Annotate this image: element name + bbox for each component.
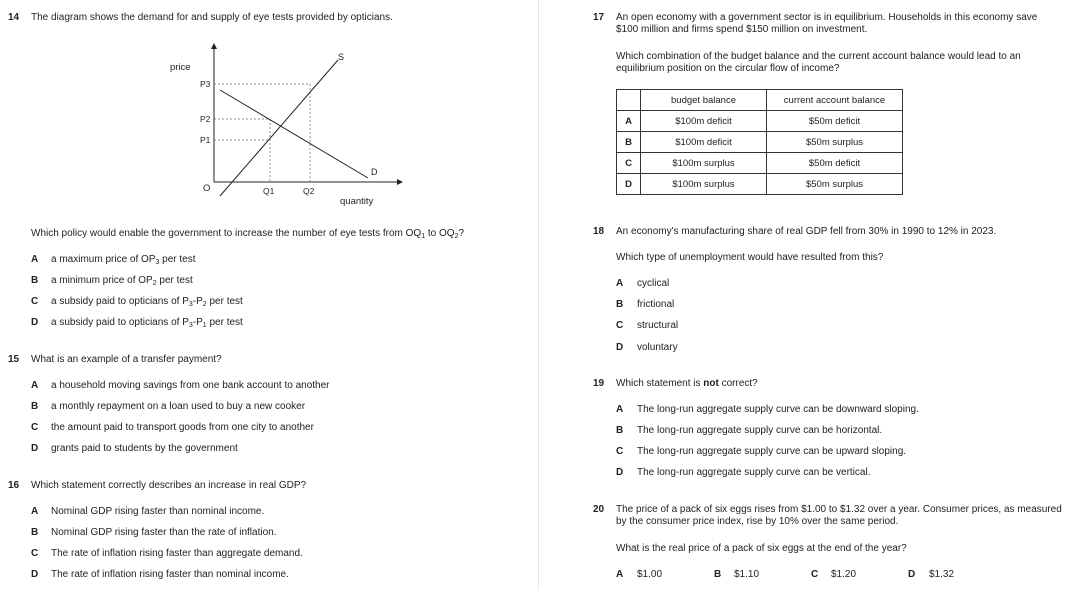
q15-option-c-letter[interactable]: C: [31, 422, 39, 433]
supply-label: S: [338, 52, 345, 62]
q16-option-c-letter[interactable]: C: [31, 548, 39, 559]
q19-option-d-letter[interactable]: D: [616, 467, 624, 478]
q17-number: 17: [593, 12, 605, 23]
q17-question-line2: equilibrium position on the circular flow of income?: [616, 63, 840, 74]
q16-stem: Which statement correctly describes an increase in real GDP?: [31, 480, 307, 491]
q14-option-a-letter[interactable]: A: [31, 254, 39, 265]
q14-stem: The diagram shows the demand for and supply of eye tests provided by opticians.: [31, 12, 393, 23]
supply-curve: [220, 60, 338, 196]
table-header-blank: [617, 90, 641, 111]
q14-option-d-letter[interactable]: D: [31, 317, 39, 328]
row-current: $50m deficit: [767, 153, 903, 174]
q18-option-b-letter[interactable]: B: [616, 299, 624, 310]
q19-option-b-letter[interactable]: B: [616, 425, 624, 436]
row-letter[interactable]: C: [617, 153, 641, 174]
q15-option-c-text[interactable]: the amount paid to transport goods from one city to another: [51, 422, 314, 433]
q18-option-a-letter[interactable]: A: [616, 278, 624, 289]
q16-option-b-text[interactable]: Nominal GDP rising faster than the rate of inflation.: [51, 527, 277, 538]
table-row[interactable]: [617, 153, 903, 174]
supply-demand-diagram: [160, 36, 420, 216]
q20-option-c-letter[interactable]: C: [811, 569, 819, 580]
q20-question: What is the real price of a pack of six eggs at the end of the year?: [616, 543, 907, 554]
q14-option-a-text[interactable]: a maximum price of $OP_3$ per test: [51, 254, 196, 266]
q15-stem: What is an example of a transfer payment?: [31, 354, 222, 365]
q16-option-b-letter[interactable]: B: [31, 527, 39, 538]
q14-question: Which policy would enable the government to increase the number of eye tests from $OQ_1$ to $OQ_2$?: [31, 228, 465, 240]
demand-label: D: [371, 167, 378, 177]
q18-option-b-text[interactable]: frictional: [637, 299, 675, 310]
q14-option-b-letter[interactable]: B: [31, 275, 39, 286]
q17-stem-line1: An open economy with a government sector is in equilibrium. Households in this economy save: [616, 12, 1038, 23]
column-divider: [538, 0, 539, 590]
q15-number: 15: [8, 354, 20, 365]
row-letter[interactable]: B: [617, 132, 641, 153]
table-header-row: [617, 90, 903, 111]
q18-number: 18: [593, 226, 605, 237]
q16-number: 16: [8, 480, 20, 491]
q19-option-a-letter[interactable]: A: [616, 404, 624, 415]
row-current: $50m deficit: [767, 111, 903, 132]
q19-option-a-text[interactable]: The long-run aggregate supply curve can be downward sloping.: [637, 404, 919, 415]
q20-number: 20: [593, 504, 605, 515]
q14-number: 14: [8, 12, 20, 23]
q20-option-a-letter[interactable]: A: [616, 569, 624, 580]
q16-option-d-letter[interactable]: D: [31, 569, 39, 580]
q19-stem: Which statement is not correct?: [616, 378, 758, 389]
q20-option-b-letter[interactable]: B: [714, 569, 722, 580]
q17-stem-line2: $100 million and firms spend $150 million on investment.: [616, 24, 868, 35]
row-budget: $100m surplus: [641, 153, 767, 174]
q15-option-b-letter[interactable]: B: [31, 401, 39, 412]
q20-option-b-text[interactable]: $1.10: [734, 569, 760, 580]
q20-option-d-letter[interactable]: D: [908, 569, 916, 580]
p1-label: P1: [200, 135, 211, 145]
q2-label: Q2: [303, 186, 315, 196]
table-header-budget: budget balance: [641, 90, 767, 111]
table-row[interactable]: [617, 111, 903, 132]
row-budget: $100m surplus: [641, 174, 767, 195]
q19-option-c-letter[interactable]: C: [616, 446, 624, 457]
q18-option-c-text[interactable]: structural: [637, 320, 679, 331]
q18-option-a-text[interactable]: cyclical: [637, 278, 670, 289]
q20-option-a-text[interactable]: $1.00: [637, 569, 663, 580]
demand-curve: [220, 90, 368, 178]
q20-option-d-text[interactable]: $1.32: [929, 569, 955, 580]
q17-answer-table: [616, 89, 903, 195]
q15-option-d-text[interactable]: grants paid to students by the government: [51, 443, 238, 454]
price-axis-label: price: [170, 62, 191, 73]
q15-option-a-letter[interactable]: A: [31, 380, 39, 391]
row-budget: $100m deficit: [641, 111, 767, 132]
p3-label: P3: [200, 79, 211, 89]
q18-option-d-letter[interactable]: D: [616, 342, 624, 353]
q15-option-d-letter[interactable]: D: [31, 443, 39, 454]
row-letter[interactable]: A: [617, 111, 641, 132]
q17-question-line1: Which combination of the budget balance and the current account balance would lead to an: [616, 51, 1021, 62]
q14-option-c-letter[interactable]: C: [31, 296, 39, 307]
q14-option-b-text[interactable]: a minimum price of $OP_2$ per test: [51, 275, 193, 287]
table-row[interactable]: [617, 132, 903, 153]
q19-option-d-text[interactable]: The long-run aggregate supply curve can be vertical.: [637, 467, 871, 478]
q18-question: Which type of unemployment would have resulted from this?: [616, 252, 884, 263]
table-row[interactable]: [617, 174, 903, 195]
row-current: $50m surplus: [767, 132, 903, 153]
quantity-axis-label: quantity: [340, 196, 374, 207]
q19-option-b-text[interactable]: The long-run aggregate supply curve can be horizontal.: [637, 425, 883, 436]
q16-option-a-text[interactable]: Nominal GDP rising faster than nominal income.: [51, 506, 265, 517]
q20-stem-line2: by the consumer price index, rise by 10% over the same period.: [616, 516, 899, 527]
q14-option-d-text[interactable]: a subsidy paid to opticians of $P_3-P_1$ per test: [51, 317, 243, 329]
q16-option-c-text[interactable]: The rate of inflation rising faster than aggregate demand.: [51, 548, 303, 559]
q1-label: Q1: [263, 186, 275, 196]
q18-option-c-letter[interactable]: C: [616, 320, 624, 331]
row-current: $50m surplus: [767, 174, 903, 195]
row-letter[interactable]: D: [617, 174, 641, 195]
table-header-current: current account balance: [767, 90, 903, 111]
p2-label: P2: [200, 114, 211, 124]
q19-number: 19: [593, 378, 605, 389]
q20-option-c-text[interactable]: $1.20: [831, 569, 857, 580]
q19-option-c-text[interactable]: The long-run aggregate supply curve can be upward sloping.: [637, 446, 907, 457]
q15-option-b-text[interactable]: a monthly repayment on a loan used to buy a new cooker: [51, 401, 306, 412]
q15-option-a-text[interactable]: a household moving savings from one bank account to another: [51, 380, 330, 391]
q16-option-a-letter[interactable]: A: [31, 506, 39, 517]
q20-stem-line1: The price of a pack of six eggs rises from $1.00 to $1.32 over a year. Consumer prices, as measured: [616, 504, 1062, 515]
q18-stem: An economy's manufacturing share of real GDP fell from 30% in 1990 to 12% in 2023.: [616, 226, 997, 237]
q18-option-d-text[interactable]: voluntary: [637, 342, 678, 353]
row-budget: $100m deficit: [641, 132, 767, 153]
origin-label: O: [203, 183, 211, 194]
q16-option-d-text[interactable]: The rate of inflation rising faster than nominal income.: [51, 569, 289, 580]
q14-option-c-text[interactable]: a subsidy paid to opticians of $P_3-P_2$ per test: [51, 296, 243, 308]
